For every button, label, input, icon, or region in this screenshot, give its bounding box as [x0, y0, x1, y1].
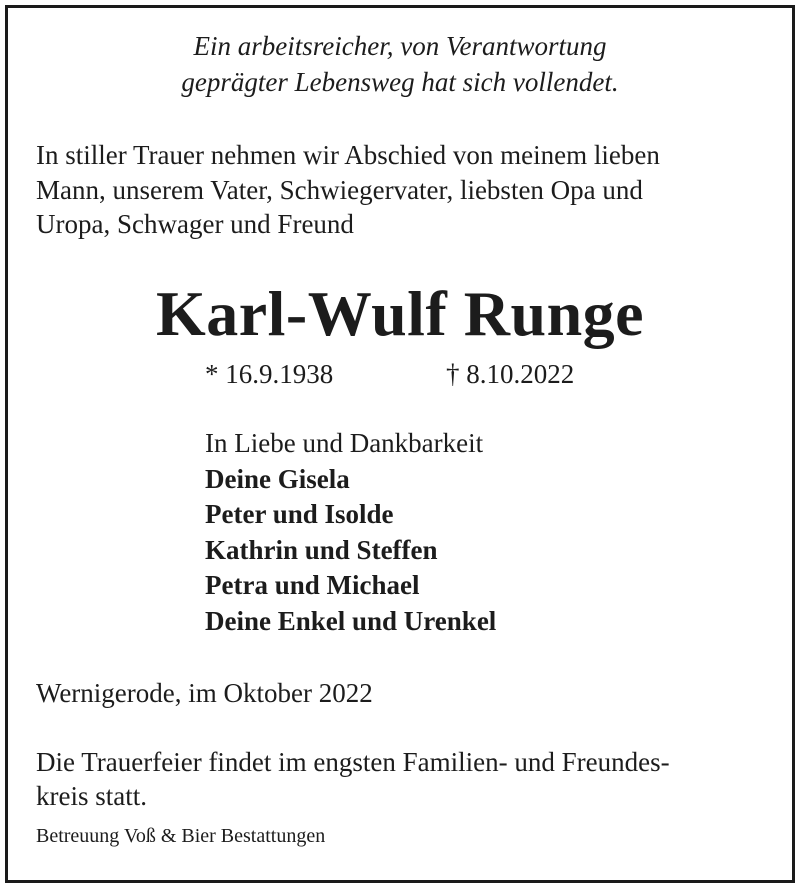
intro-line-1: In stiller Trauer nehmen wir Abschied von meinem lieben — [36, 140, 660, 170]
motto-line-1: Ein arbeitsreicher, von Verantwortung — [193, 31, 607, 61]
funeral-note-line-1: Die Trauerfeier findet im engsten Familien- und Freundes- — [36, 747, 670, 777]
mourner-name: Deine Gisela — [205, 463, 350, 494]
mourner-name: Kathrin und Steffen — [205, 534, 438, 565]
intro-line-3: Uropa, Schwager und Freund — [36, 209, 354, 239]
intro-line-2: Mann, unserem Vater, Schwiegervater, liebsten Opa und — [36, 175, 643, 205]
death-date: † 8.10.2022 — [446, 359, 575, 389]
funeral-note-line-2: kreis statt. — [36, 781, 147, 811]
place-and-date: Wernigerode, im Oktober 2022 — [36, 678, 373, 708]
mourner-name: Deine Enkel und Urenkel — [205, 605, 497, 636]
undertaker-credit: Betreuung Voß & Bier Bestattungen — [36, 825, 326, 847]
mourners-intro: In Liebe und Dankbarkeit — [205, 428, 484, 458]
deceased-name: Karl-Wulf Runge — [155, 278, 645, 349]
motto-line-2: geprägter Lebensweg hat sich vollendet. — [181, 67, 619, 97]
mourners-block — [205, 426, 496, 639]
birth-date: * 16.9.1938 — [205, 359, 334, 389]
mourner-name: Petra und Michael — [205, 570, 420, 600]
mourner-name: Peter und Isolde — [205, 499, 394, 529]
